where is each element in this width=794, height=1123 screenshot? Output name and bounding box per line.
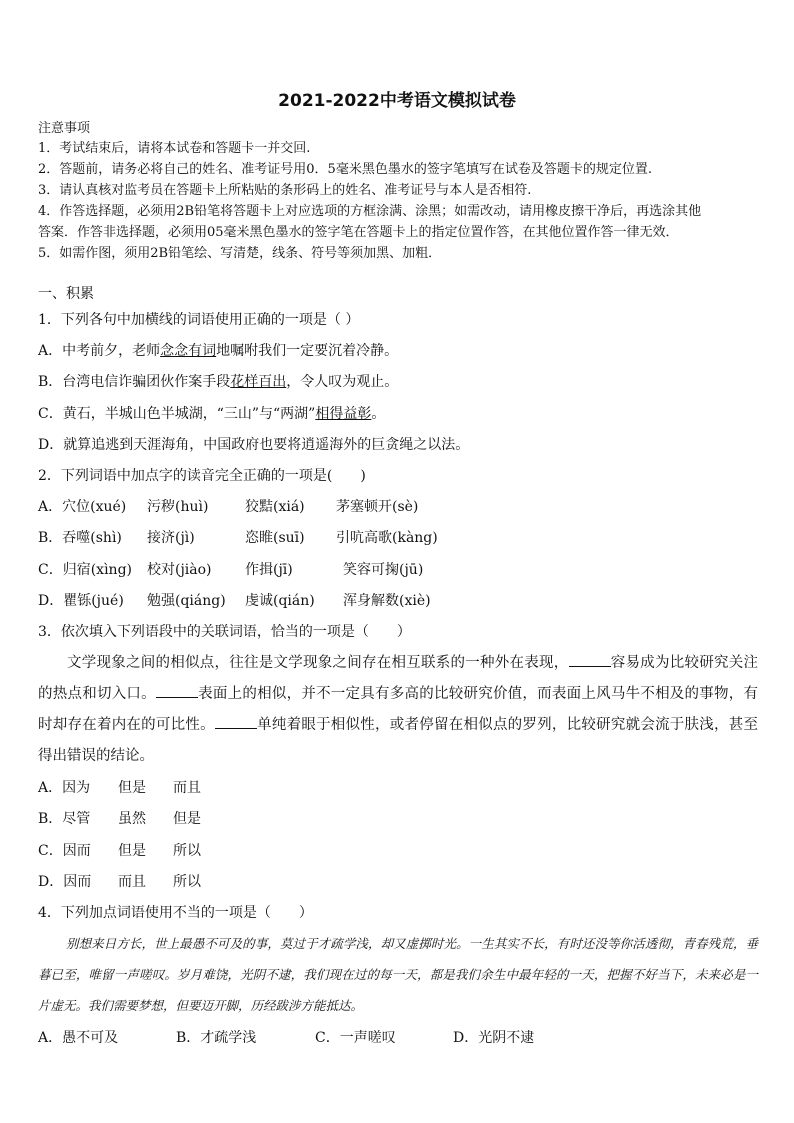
q2-option: 引吭高歌(kàng)	[336, 530, 438, 546]
question-1-option-b: B．台湾电信诈骗团伙作案手段花样百出，令人叹为观止。	[38, 374, 399, 390]
q3-option: 所以	[173, 843, 201, 859]
notice-item: 4．作答选择题，必须用2B铅笔将答题卡上对应选项的方框涂满、涂黑；如需改动，请用橡皮擦干净后，再选涂其他	[38, 204, 702, 219]
question-1-option-a: A．中考前夕，老师念念有词地嘱咐我们一定要沉着冷静。	[38, 343, 399, 359]
notice-item: 3．请认真核对监考员在答题卡上所粘贴的条形码上的姓名、准考证号与本人是否相符.	[38, 183, 532, 198]
fill-blank	[156, 683, 198, 698]
q3-option: 所以	[173, 874, 201, 890]
notice-item: 5．如需作图，须用2B铅笔绘、写清楚，线条、符号等须加黑、加粗．	[38, 246, 442, 261]
q2-option: 接济(jì)	[147, 530, 195, 546]
q2-option: B．吞噬(shì)	[38, 530, 122, 546]
question-1-option-d: D．就算追逃到天涯海角，中国政府也要将逍遥海外的巨贪绳之以法。	[38, 437, 470, 453]
q2-option: 浑身解数(xiè)	[343, 593, 431, 609]
q2-option: 狡黠(xiá)	[245, 499, 305, 515]
question-3-stem: 3．依次填入下列语段中的关联词语，恰当的一项是（ ）	[38, 624, 411, 640]
q2-option: A．穴位(xué)	[38, 499, 127, 515]
q2-option: 校对(jiào)	[147, 562, 212, 578]
question-3-passage: 文学现象之间的相似点，往往是文学现象之间存在相互联系的一种外在表现， 容易成为比较研究关注的热点和切入口。 表面上的相似，并不一定具有多高的比较研究价值，而表面上风马牛不相及的事物，有时却存在着内在的可比性。 单纯着眼于相似性，或者停留在相似点的罗列，比较研究就会流于肤浅，甚至得出错误的结论。	[38, 648, 758, 772]
q2-option: C．归宿(xìng)	[38, 562, 132, 578]
q3-option: B．尽管	[38, 811, 91, 827]
q4-option: A．愚不可及	[38, 1030, 119, 1046]
q3-option: C．因而	[38, 843, 91, 859]
q3-option: 但是	[118, 780, 146, 796]
notice-heading: 注意事项	[38, 121, 91, 136]
q2-option: 茅塞顿开(sè)	[336, 499, 419, 515]
notice-item: 2．答题前，请务必将自己的姓名、准考证号用0．5毫米黑色墨水的签字笔填写在试卷及答题卡的规定位置.	[38, 162, 652, 177]
section-heading: 一、积累	[38, 286, 94, 302]
q3-option: 而且	[118, 874, 146, 890]
q3-option: D．因而	[38, 874, 92, 890]
q3-option: 虽然	[118, 811, 146, 827]
q2-option: 恣睢(suī)	[245, 530, 305, 546]
q2-option: 虔诚(qián)	[245, 593, 315, 609]
question-4-stem: 4．下列加点词语使用不当的一项是（ ）	[38, 905, 313, 921]
q2-option: 笑容可掬(jū)	[343, 562, 424, 578]
q2-option: 污秽(huì)	[147, 499, 209, 515]
q2-option: D．瞿铄(jué)	[38, 593, 124, 609]
q3-option: A．因为	[38, 780, 91, 796]
question-2-stem: 2．下列词语中加点字的读音完全正确的一项是( )	[38, 468, 366, 484]
q4-option: D．光阴不逮	[453, 1030, 535, 1046]
q4-option: C．一声嗟叹	[315, 1030, 396, 1046]
fill-blank	[215, 714, 257, 729]
q3-option: 但是	[118, 843, 146, 859]
exam-title: 2021-2022中考语文模拟试卷	[278, 91, 516, 111]
q2-option: 勉强(qiáng)	[147, 593, 226, 609]
question-1-option-c: C．黄石，半城山色半城湖，“三山”与“两湖”相得益彰。	[38, 406, 386, 422]
q2-option: 作揖(jī)	[245, 562, 293, 578]
question-1-stem: 1．下列各句中加横线的词语使用正确的一项是（ ）	[38, 312, 360, 328]
question-4-passage: 别想来日方长，世上最愚不可及的事，莫过于才疏学浅，却又虚掷时光。一生其实不长，有时还没等你活透彻，青春残荒，垂暮已至，唯留一声嗟叹。岁月难饶，光阴不逮，我们现在过的每一天，都是我们余生中最年轻的一天，把握不好当下，未来必是一片虚无。我们需要梦想，但要迈开脚，历经跋涉方能抵达。	[38, 936, 758, 1013]
q3-option: 但是	[173, 811, 201, 827]
fill-blank	[569, 652, 611, 667]
q3-option: 而且	[173, 780, 201, 796]
notice-item: 1．考试结束后，请将本试卷和答题卡一并交回.	[38, 141, 311, 156]
q4-option: B．才疏学浅	[176, 1030, 257, 1046]
notice-item: 答案．作答非选择题，必须用05毫米黑色墨水的签字笔在答题卡上的指定位置作答，在其他位置作答一律无效．	[38, 225, 679, 240]
